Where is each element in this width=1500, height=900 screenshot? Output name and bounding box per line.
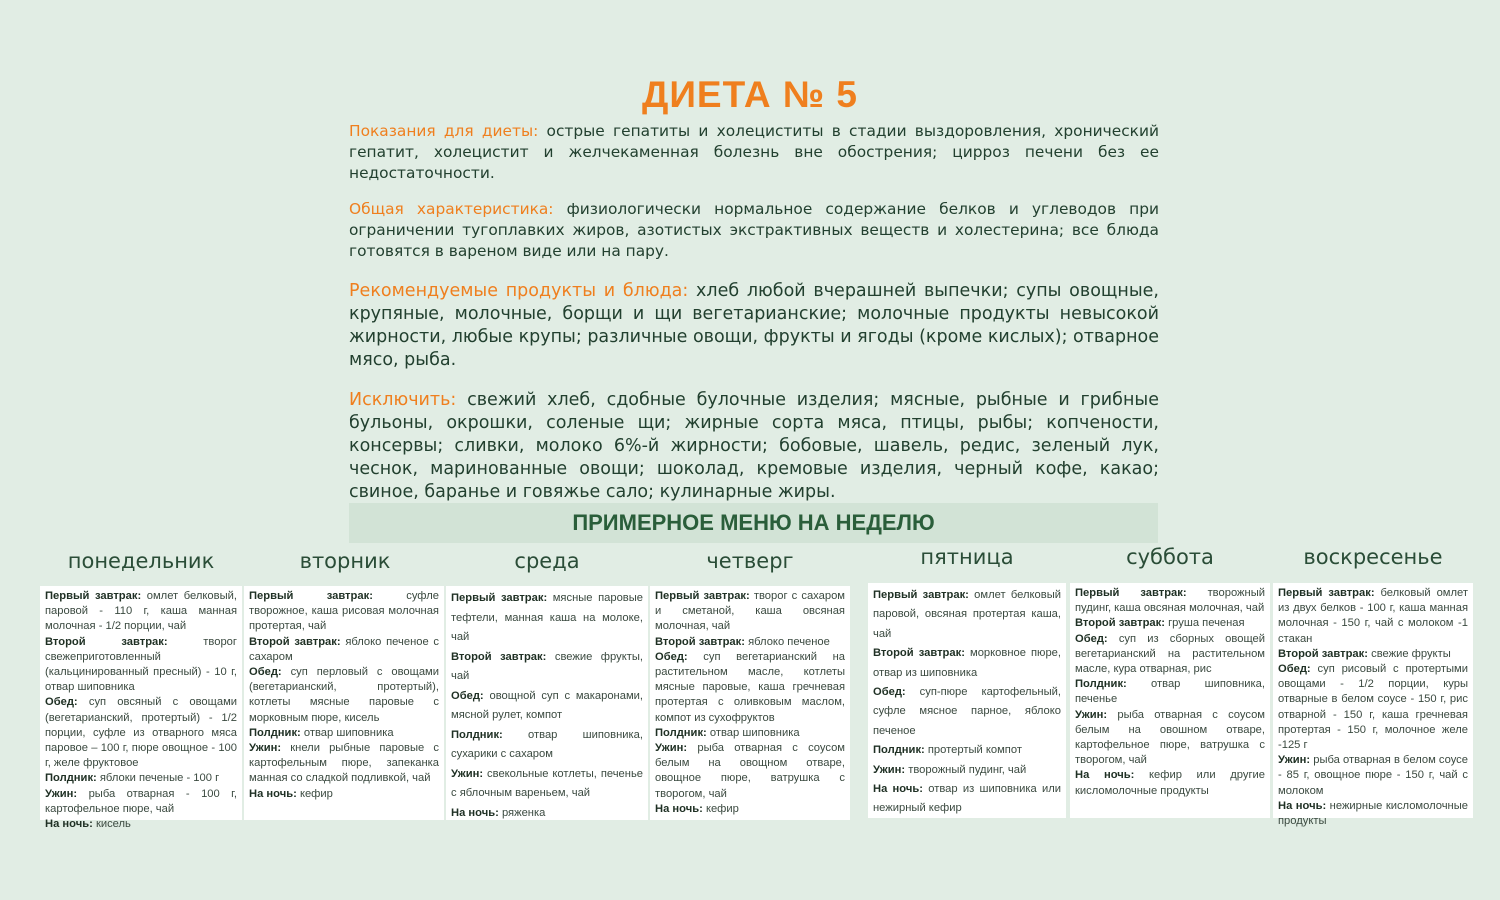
meal-item: Ужин: рыба отварная с соусом белым на овошном отваре, картофельное пюре, ватрушка с творогом, чай	[1075, 708, 1265, 767]
meal-item: Ужин: творожный пудинг, чай	[873, 763, 1027, 776]
section-text: острые гепатиты и холециститы в стадии выздоровления, хронический гепатит, холецистит и желчекаменная болезнь вне обострения; цирроз печени без ее недостаточности.	[349, 122, 1159, 182]
section-label: Показания для диеты:	[349, 122, 539, 140]
section-characteristics	[349, 199, 1159, 262]
day-heading-friday: пятница	[920, 545, 1014, 569]
meal-item: Полдник: протертый компот	[873, 744, 1022, 757]
section-label: Рекомендуемые продукты и блюда:	[349, 280, 689, 301]
meal-item: На ночь: кефир	[249, 787, 333, 800]
meal-item: Ужин: рыба отварная с соусом белым на овощном отваре, овощное пюре, ватрушка с творогом, чай	[655, 742, 845, 800]
meal-item: Полдник: отвар шиповника, печенье	[1075, 678, 1265, 706]
meal-item: Первый завтрак: суфле творожное, каша рисовая молочная протертая, чай	[249, 590, 439, 633]
meal-item: Первый завтрак: мясные паровые тефтели, манная каша на молоке, чай	[451, 592, 643, 643]
day-heading-sunday: воскресенье	[1303, 545, 1443, 569]
meal-item: Полдник: яблоки печеные - 100 г	[45, 772, 220, 785]
meal-item: На ночь: кефир или другие кисломолочные продукты	[1075, 769, 1265, 797]
meal-item: Второй завтрак: свежие фрукты, чай	[451, 650, 643, 682]
day-heading-saturday: суббота	[1126, 545, 1214, 569]
section-text: свежий хлеб, сдобные булочные изделия; мясные, рыбные и грибные бульоны, окрошки, соленые щи; жирные сорта мяса, птицы, рыбы; копчености, консервы; сливки, молоко 6%-й жирности; бобовые, шавель, редис, зеленый лук, чеснок, маринованные овощи; шоколад, кремовые изделия, черный кофе, какао; свиное, баранье и говяжье сало; кулинарные жиры.	[349, 390, 1159, 503]
meal-item: Обед: суп из сборных овощей вегетарианский на растительном масле, кура отварная, рис	[1075, 632, 1265, 676]
section-text: физиологически нормальное содержание белков и углеводов при ограничении тугоплавких жиров, азотистых экстрактивных веществ и холестерина; все блюда готовятся в вареном виде или на пару.	[349, 200, 1159, 261]
day-heading-tuesday: вторник	[299, 549, 391, 573]
meal-item: Второй завтрак: творог свежеприготовленный (кальцинированный пресный) - 10 г, отвар шиповника	[45, 635, 237, 694]
diet-description	[349, 121, 1159, 516]
section-label: Общая характеристика:	[349, 200, 554, 219]
meal-item: Второй завтрак: морковное пюре, отвар из шиповника	[873, 647, 1062, 679]
meal-item: Первый завтрак: творожный пудинг, каша овсяная молочная, чай	[1075, 587, 1265, 615]
meal-item: Второй завтрак: груша печеная	[1075, 617, 1245, 630]
day-heading-wednesday: среда	[514, 549, 580, 573]
meal-item: На ночь: ряженка	[451, 806, 546, 819]
day-heading-monday: понедельник	[67, 549, 215, 573]
meal-item: Полдник: отвар шиповника, сухарики с сахаром	[451, 728, 643, 760]
page-title: ДИЕТА № 5	[641, 74, 858, 115]
meal-item: Ужин: свекольные котлеты, печенье с яблочным вареньем, чай	[451, 767, 644, 799]
meal-item: Первый завтрак: омлет белковый паровой, овсяная протертая каша, чай	[873, 589, 1061, 640]
meal-item: Обед: суп вегетарианский на растительном масле, котлеты мясные паровые, каша гречневая протертая с оливковым маслом, компот из сухофруктов	[655, 650, 845, 724]
day-menu-thursday	[650, 586, 850, 820]
section-label: Исключить:	[349, 390, 457, 411]
meal-item: Ужин: кнели рыбные паровые с картофельным пюре, запеканка манная со сладкой подливкой, чай	[249, 742, 439, 785]
meal-item: Обед: суп овсяный с овощами (вегетарианский, протертый) - 1/2 порции, суфле из отварного мяса паровое – 100 г, пюре овощное - 100 г, желе фруктовое	[45, 696, 238, 770]
meal-item: Ужин: рыба отварная - 100 г, картофельное пюре, чай	[45, 787, 238, 815]
meal-item: Второй завтрак: свежие фрукты	[1278, 647, 1451, 660]
meal-item: На ночь: нежирные кисломолочные продукты	[1278, 799, 1468, 828]
meal-item: На ночь: отвар из шиповника или нежирный кефир	[873, 783, 1061, 815]
meal-item: Обед: суп рисовый с протертыми овощами - 1/2 порции, куры отварные в белом соусе - 150 г, рис отварной - 150 г, каша гречневая протертая - 150 г, молочное желе -125 г	[1278, 663, 1469, 752]
day-menu-wednesday	[446, 586, 648, 820]
weekly-menu-title: ПРИМЕРНОЕ МЕНЮ НА НЕДЕЛЮ	[349, 503, 1158, 543]
meal-item: Обед: овощной суп с макаронами, мясной рулет, компот	[451, 689, 644, 721]
meal-item: Полдник: отвар шиповника	[655, 726, 800, 739]
section-text: хлеб любой вчерашней выпечки; супы овощные, крупяные, молочные, борщи и щи вегетарианские; молочные продукты невысокой жирности, любые крупы; различные овощи, фрукты и ягоды (кроме кислых); отварное мясо, рыба.	[349, 280, 1159, 370]
section-excluded	[349, 389, 1159, 504]
day-menu-monday	[40, 586, 242, 831]
section-recommended	[349, 280, 1159, 372]
meal-item: На ночь: кисель	[45, 818, 131, 831]
meal-item: Первый завтрак: творог с сахаром и сметаной, каша овсяная молочная, чай	[655, 590, 845, 633]
meal-item: На ночь: кефир	[655, 802, 739, 815]
meal-item: Второй завтрак: яблоко печеное с сахаром	[249, 635, 439, 663]
meal-item: Обед: суп перловый с овощами (вегетарианский, протертый), котлеты мясные паровые с морковным пюре, кисель	[249, 666, 439, 724]
day-menu-friday	[868, 583, 1066, 818]
section-indications	[349, 121, 1159, 184]
meal-item: Второй завтрак: яблоко печеное	[655, 635, 830, 648]
meal-item: Первый завтрак: омлет белковый, паровой - 110 г, каша манная молочная - 1/2 порции, чай	[45, 590, 237, 633]
meal-item: Обед: суп-пюре картофельный, суфле мясное парное, яблоко печеное	[873, 686, 1061, 737]
day-menu-sunday	[1273, 583, 1473, 828]
day-menu-saturday	[1070, 583, 1270, 818]
meal-item: Ужин: рыба отварная в белом соусе - 85 г, овощное пюре - 150 г, чай с молоком	[1278, 754, 1468, 797]
day-menu-tuesday	[244, 586, 444, 820]
day-heading-thursday: четверг	[706, 549, 794, 573]
meal-item: Первый завтрак: белковый омлет из двух белков - 100 г, каша манная молочная - 150 г, чай с молоком -1 стакан	[1278, 587, 1468, 645]
meal-item: Полдник: отвар шиповника	[249, 726, 394, 739]
